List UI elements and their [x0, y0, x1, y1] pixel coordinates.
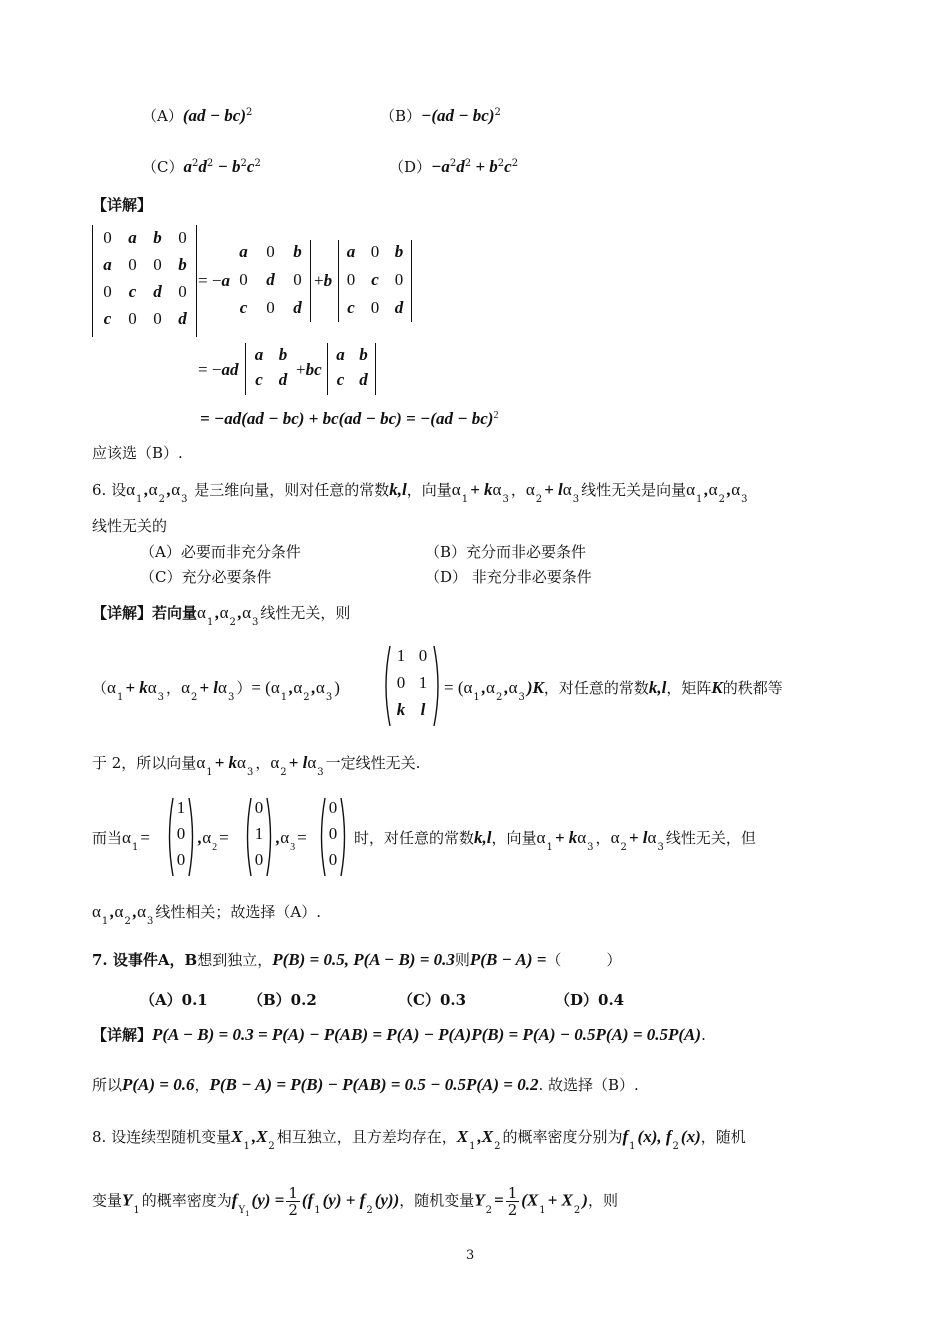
det-3x3-a-entries: a 0 b 0 d 0 c 0 d [239, 242, 302, 317]
eq-line-2: = −ad [198, 360, 239, 379]
det-2x2-a-entries: a b c d [254, 345, 288, 389]
q7-detail-1: 【详解】P(A − B) = 0.3 = P(A) − P(AB) = P(A) − P(A)P(B) = P(A) − 0.5P(A) = 0.5P(A). [92, 1025, 706, 1044]
q6-option-a: （A）必要而非充分条件 [140, 543, 301, 561]
q5-option-a: （A）(ad − bc)$^2$ [142, 106, 253, 125]
q6-option-c: （C）充分必要条件 [140, 568, 272, 586]
q7-detail-2: 所以P(A) = 0.6，P(B − A) = P(B) − P(AB) = 0.5 − 0.5P(A) = 0.2. 故选择（B）. [92, 1075, 639, 1094]
q5-option-c: $(C)a^2d^2 - b^2c^2$ [142, 157, 261, 176]
det-2x2-b-entries: a b c d [336, 345, 368, 389]
q6-vectors-line: 而当$\alpha_1=$ [92, 828, 150, 853]
q7-option-c: （C）0.3 [398, 991, 467, 1009]
q6-option-b: （B）充分而非必要条件 [425, 543, 587, 561]
q6-option-d: （D） 非充分非必要条件 [425, 568, 592, 586]
det-3x3-a-bar [310, 240, 311, 322]
q7-option-a: （A）0.1 [140, 991, 208, 1009]
vector-3-entries: 0 0 0 [328, 798, 338, 869]
q5-detail-label: 【详解】 [92, 196, 153, 214]
eq-line-3: = −ad(ad − bc) + bc(ad − bc) = −(ad − bc)$^2$ [200, 409, 499, 428]
q8-stem-1: 8. 设连续型随机变量$X_1,X_2$相互独立，且方差均存在，$X_1,X_2$的概率密度分别为$f_1(x)$, $f_2(x)$，随机 [92, 1127, 746, 1152]
matrix-k-entries: 1 0 0 1 k l [396, 646, 428, 719]
q6-vectors-line-rhs: 时，对任意的常数k,l，向量$\alpha_1+ k\alpha_3$，$\alpha_2+ l\alpha_3$线性无关，但 [354, 828, 756, 853]
vector-2-entries: 0 1 0 [254, 798, 264, 869]
q6-stem: 6. 设$\alpha_1,\alpha_2,\alpha_3$ 是三维向量，则对任意的常数k,l，向量$\alpha_1+ k\alpha_3$，$\alpha_2+ l\alpha_3$线性无关是向量$\alpha_1,\alpha_2,\alpha_3$ [92, 480, 748, 505]
q5-conclusion: 应该选（B）. [92, 444, 183, 462]
vector-1-entries: 1 0 0 [176, 798, 186, 869]
plus-bc: +bc [296, 360, 322, 379]
q6-detail-line3: 于 2，所以向量$\alpha_1+ k\alpha_3$，$\alpha_2+ l\alpha_3$一定线性无关. [92, 753, 421, 778]
q5-option-b: （B）−(ad − bc)$^2$ [380, 106, 501, 125]
q6-matrix-line-rhs: = $(\alpha_1,\alpha_2,\alpha_3)K$，对任意的常数k,l，矩阵K的秩都等 [444, 678, 783, 703]
vector-2-label: $,\alpha_2=$ [198, 828, 229, 853]
q8-stem-2: 变量$Y_1$的概率密度为$f_{Y_1}(y)$ = $\frac{1}{2}$ $(f_1(y) + f_2(y))$，随机变量$Y_2=$ $\frac{1}{2}$ $(X_1+ X_2)$，则 [92, 1184, 618, 1219]
det-4x4-entries: 0 a b 0 a 0 0 b 0 c d 0 c 0 0 d [103, 228, 187, 328]
q6-detail-last: $\alpha_1,\alpha_2,\alpha_3$线性相关；故选择（A）. [92, 902, 321, 927]
q7-option-b: （B）0.2 [248, 991, 317, 1009]
page-number: 3 [466, 1248, 475, 1263]
q5-option-d: $(D)-a^2d^2 + b^2c^2$ [389, 157, 519, 176]
vector-3-label: $,\alpha_3=$ [276, 828, 307, 853]
q6-matrix-line: （$\alpha_1+ k\alpha_3$，$\alpha_2+ l\alpha_3)= (\alpha_1,\alpha_2,\alpha_3)$ [92, 678, 340, 703]
eq-sign-1: = −a [198, 271, 230, 290]
plus-b: +b [314, 271, 333, 290]
q7-option-d: （D）0.4 [555, 991, 625, 1009]
q6-detail-line1: 【详解】若向量$\alpha_1,\alpha_2,\alpha_3$线性无关，则 [92, 603, 351, 628]
q7-stem: 7. 设事件A，B想到独立，P(B) = 0.5, P(A − B) = 0.3则P(B − A) =（ ） [92, 950, 622, 969]
q6-stem-cont: 线性无关的 [92, 517, 168, 535]
det-3x3-b-entries: a 0 b 0 c 0 c 0 d [346, 242, 404, 317]
